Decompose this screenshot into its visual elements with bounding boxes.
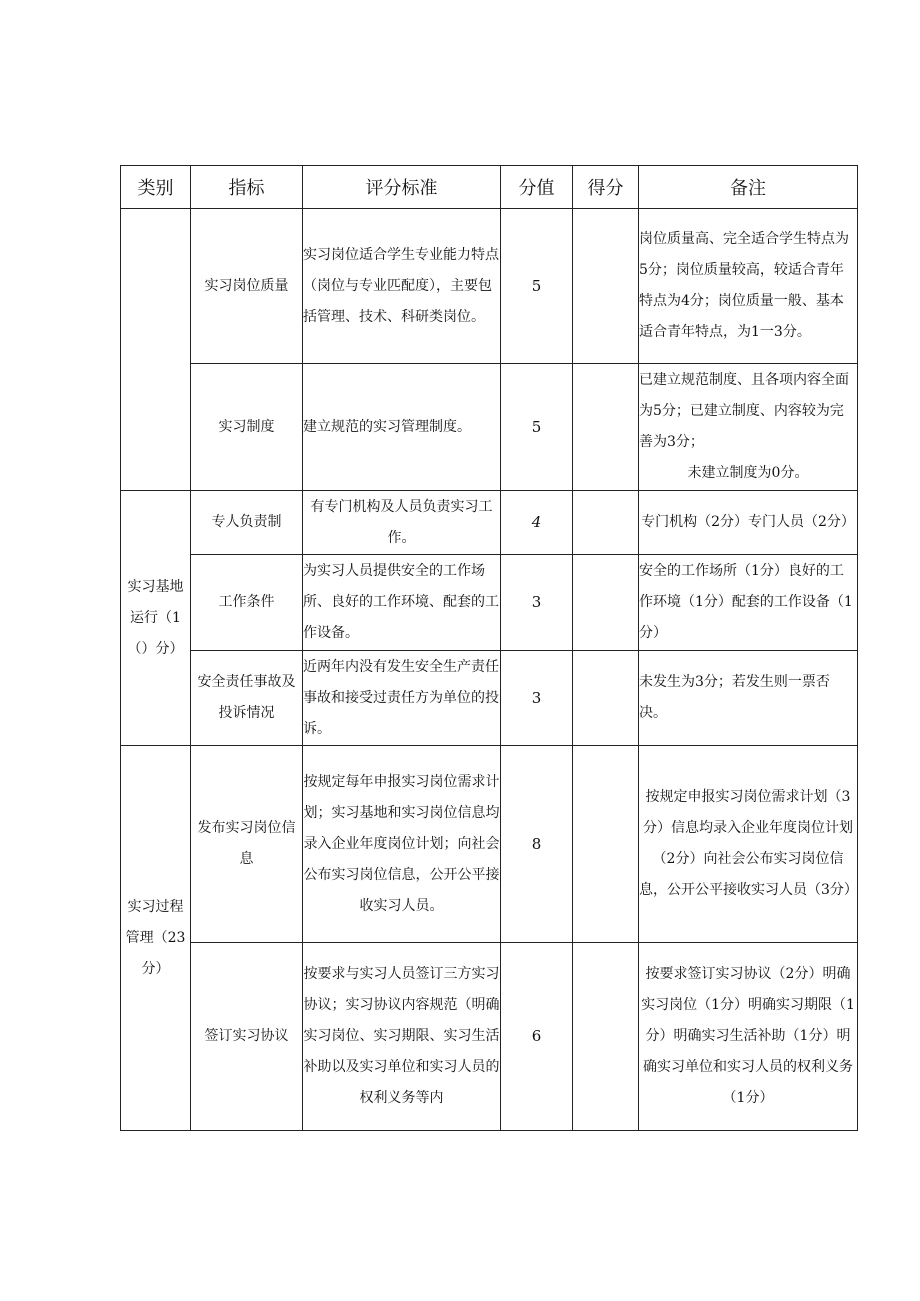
header-category: 类别 [121, 166, 191, 209]
header-row [121, 166, 858, 209]
table-row [121, 746, 858, 943]
note-cell: 按要求签订实习协议（2分）明确实习岗位（1分）明确实习期限（1分）明确实习生活补助（1分）明确实习单位和实习人员的权利义务（1分） [639, 943, 858, 1131]
table-row [121, 209, 858, 364]
indicator-cell: 发布实习岗位信息 [191, 746, 303, 943]
note-cell: 岗位质量高、完全适合学生特点为5分；岗位质量较高，较适合青年特点为4分；岗位质量一般、基本适合青年特点，为1一3分。 [639, 209, 858, 364]
standard-cell: 建立规范的实习管理制度。 [303, 364, 501, 491]
points-cell: 4 [501, 491, 573, 555]
indicator-cell: 实习岗位质量 [191, 209, 303, 364]
score-cell[interactable] [573, 746, 639, 943]
category-cell: 实习基地运行（1（）分） [121, 491, 191, 746]
points-cell: 5 [501, 364, 573, 491]
indicator-cell: 安全责任事故及投诉情况 [191, 651, 303, 746]
points-cell: 6 [501, 943, 573, 1131]
note-cell [639, 364, 858, 491]
points-cell: 8 [501, 746, 573, 943]
table-row [121, 943, 858, 1131]
standard-cell: 为实习人员提供安全的工作场所、良好的工作环境、配套的工作设备。 [303, 555, 501, 651]
standard-cell: 按规定每年申报实习岗位需求计划；实习基地和实习岗位信息均录入企业年度岗位计划；向社会公布实习岗位信息，公开公平接收实习人员。 [303, 746, 501, 943]
points-cell: 3 [501, 651, 573, 746]
note-cell: 按规定申报实习岗位需求计划（3分）信息均录入企业年度岗位计划（2分）向社会公布实习岗位信息，公开公平接收实习人员（3分） [639, 746, 858, 943]
note-cell: 安全的工作场所（1分）良好的工作环境（1分）配套的工作设备（1分） [639, 555, 858, 651]
category-cell [121, 209, 191, 491]
table-row [121, 364, 858, 491]
score-cell[interactable] [573, 943, 639, 1131]
indicator-cell: 工作条件 [191, 555, 303, 651]
score-cell[interactable] [573, 364, 639, 491]
header-note: 备注 [639, 166, 858, 209]
note-text-last: 未建立制度为0分。 [687, 465, 809, 481]
header-points: 分值 [501, 166, 573, 209]
note-cell: 专门机构（2分）专门人员（2分） [639, 491, 858, 555]
score-cell[interactable] [573, 209, 639, 364]
category-cell: 实习过程管理（23分） [121, 746, 191, 1131]
table-row [121, 491, 858, 555]
points-cell: 5 [501, 209, 573, 364]
standard-cell: 近两年内没有发生安全生产责任事故和接受过责任方为单位的投诉。 [303, 651, 501, 746]
indicator-cell: 实习制度 [191, 364, 303, 491]
points-cell: 3 [501, 555, 573, 651]
standard-cell: 按要求与实习人员签订三方实习协议；实习协议内容规范（明确实习岗位、实习期限、实习生活补助以及实习单位和实习人员的权利义务等内 [303, 943, 501, 1131]
score-cell[interactable] [573, 651, 639, 746]
scoring-table [120, 165, 858, 1131]
standard-cell: 有专门机构及人员负责实习工作。 [303, 491, 501, 555]
standard-cell: 实习岗位适合学生专业能力特点（岗位与专业匹配度），主要包括管理、技术、科研类岗位。 [303, 209, 501, 364]
header-standard: 评分标准 [303, 166, 501, 209]
header-indicator: 指标 [191, 166, 303, 209]
table-row [121, 555, 858, 651]
header-score: 得分 [573, 166, 639, 209]
indicator-cell: 专人负责制 [191, 491, 303, 555]
score-cell[interactable] [573, 555, 639, 651]
indicator-cell: 签订实习协议 [191, 943, 303, 1131]
score-cell[interactable] [573, 491, 639, 555]
note-cell: 未发生为3分；若发生则一票否决。 [639, 651, 858, 746]
note-text: 已建立规范制度、且各项内容全面为5分；已建立制度、内容较为完善为3分； [639, 372, 849, 450]
table-row [121, 651, 858, 746]
